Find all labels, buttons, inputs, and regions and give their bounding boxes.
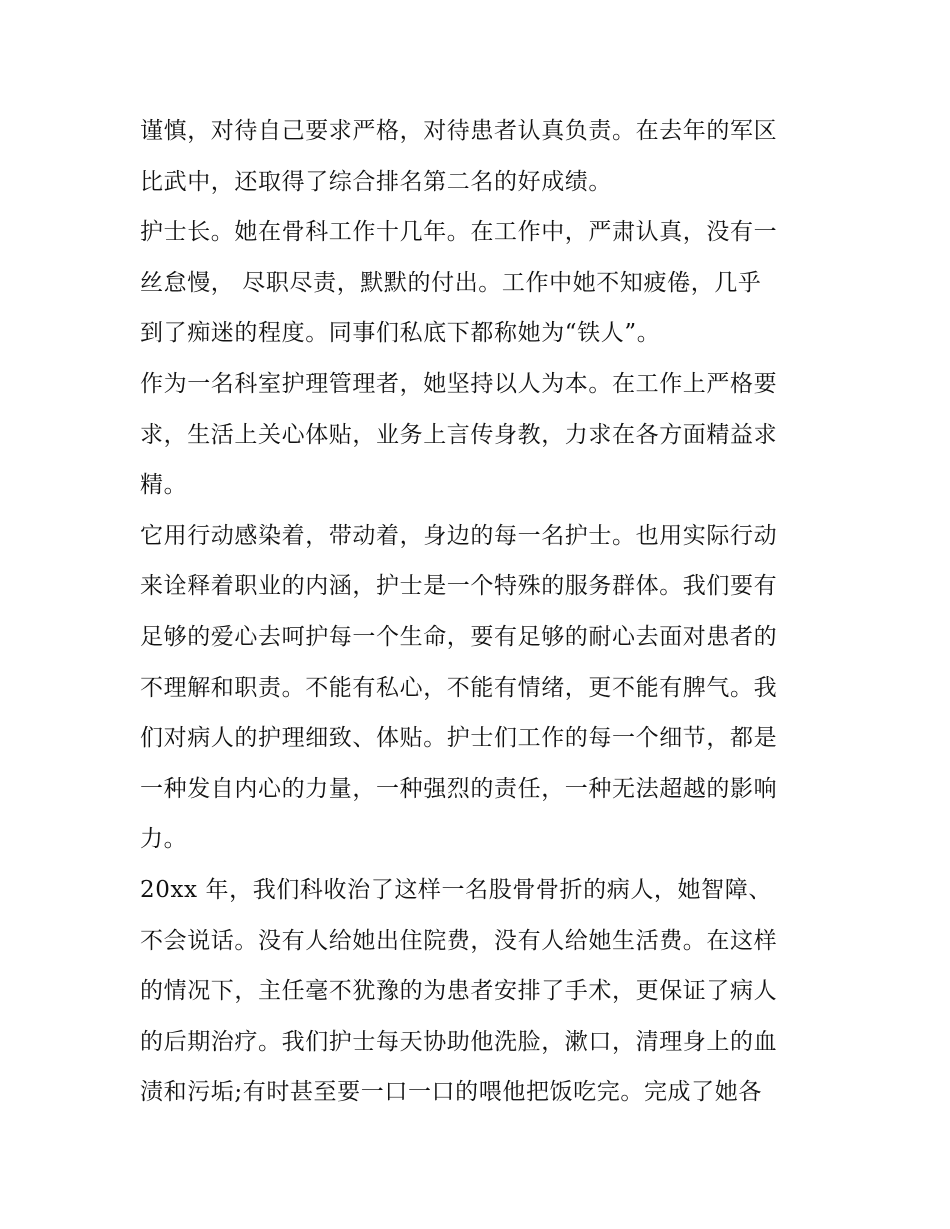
text-line: 比武中，还取得了综合排名第二名的好成绩。 xyxy=(140,168,612,195)
text-line: 20xx 年，我们科收治了这样一名股骨骨折的病人，她智障、 xyxy=(140,876,772,903)
text-line: 来诠释着职业的内涵，护士是一个特殊的服务群体。我们要有 xyxy=(140,573,778,600)
text-line: 丝怠慢， 尽职尽责，默默的付出。工作中她不知疲倦，几乎 xyxy=(140,269,762,296)
text-line: 到了痴迷的程度。同事们私底下都称她为“铁人”。 xyxy=(140,320,661,347)
text-line: 的情况下，主任毫不犹豫的为患者安排了手术，更保证了病人 xyxy=(140,978,778,1005)
text-line: 它用行动感染着，带动着，身边的每一名护士。也用实际行动 xyxy=(140,522,778,549)
text-line: 不理解和职责。不能有私心，不能有情绪，更不能有脾气。我 xyxy=(140,674,778,701)
text-line: 谨慎，对待自己要求严格，对待患者认真负责。在去年的军区 xyxy=(140,118,778,144)
text-line: 渍和污垢;有时甚至要一口一口的喂他把饭吃完。完成了她各 xyxy=(140,1079,762,1106)
text-line: 足够的爱心去呵护每一个生命，要有足够的耐心去面对患者的 xyxy=(140,623,778,650)
body-text xyxy=(140,106,820,1118)
text-line: 精。 xyxy=(140,472,188,499)
text-line: 作为一名科室护理管理者，她坚持以人为本。在工作上严格要 xyxy=(140,370,778,397)
text-line: 们对病人的护理细致、体贴。护士们工作的每一个细节，都是 xyxy=(140,725,778,752)
text-line: 一种发自内心的力量，一种强烈的责任，一种无法超越的影响 xyxy=(140,775,778,802)
text-line: 护士长。她在骨科工作十几年。在工作中，严肃认真，没有一 xyxy=(140,219,778,246)
text-line: 的后期治疗。我们护士每天协助他洗脸，漱口，清理身上的血 xyxy=(140,1028,778,1055)
text-line: 力。 xyxy=(140,826,188,853)
text-line: 求，生活上关心体贴，业务上言传身教，力求在各方面精益求 xyxy=(140,421,778,448)
text-line: 不会说话。没有人给她出住院费，没有人给她生活费。在这样 xyxy=(140,927,778,954)
